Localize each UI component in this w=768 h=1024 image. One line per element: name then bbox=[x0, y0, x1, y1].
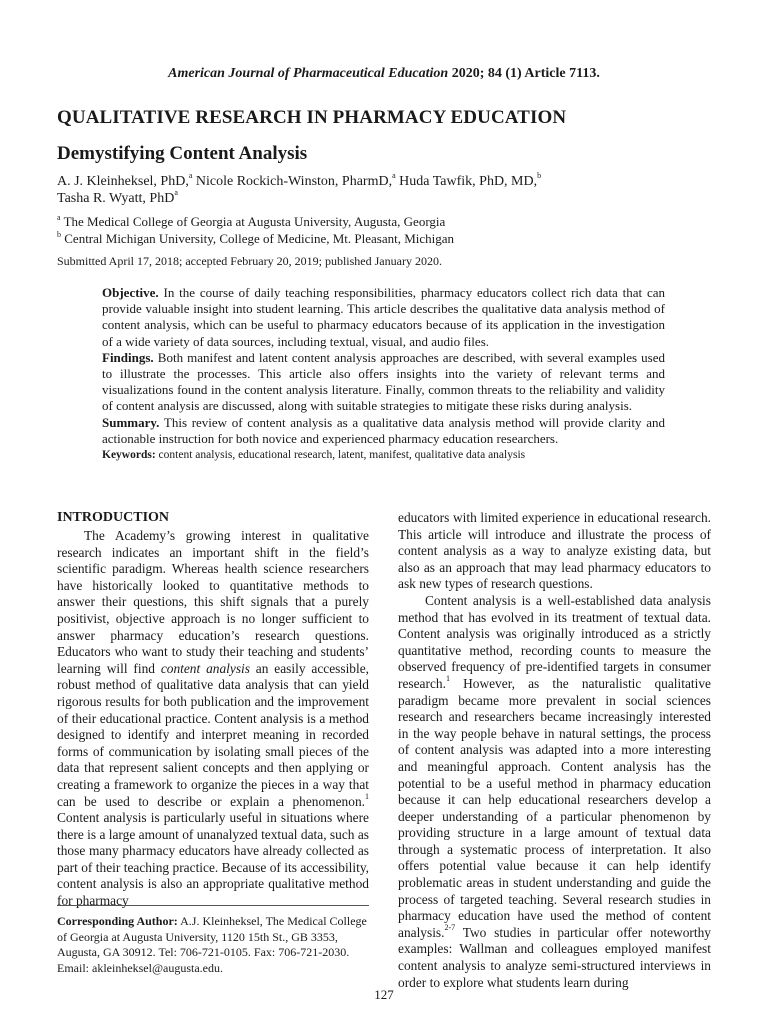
author-name: Tasha R. Wyatt, PhD bbox=[57, 191, 175, 206]
submission-dates: Submitted April 17, 2018; accepted February 20, 2019; published January 2020. bbox=[57, 254, 442, 268]
journal-citation: 2020; 84 (1) Article 7113. bbox=[448, 66, 600, 81]
summary-text: This review of content analysis as a qualitative data analysis method will provide clarity and actionable instruction for both novice and experienced pharmacy education researchers. bbox=[102, 414, 665, 446]
left-column bbox=[57, 528, 369, 910]
text-run: The Academy’s growing interest in qualitative research indicates an important shift in the field’s scientific paradigm. Whereas health science researchers have historically looked to quantitative methods to answer their questions, this shift signals that a purely positivist, objective approach is no longer sufficient to answer pharmacy education’s research questions. Educators who want to study their teaching and students’ learning will find bbox=[57, 528, 369, 676]
findings-text: Both manifest and latent content analysis approaches are described, with several examples used to illustrate the processes. This article also offers insights into the variety of relevant terms and visualizations found in the content analysis literature. Finally, common threats to the reliability and validity of content analysis are discussed, along with suitable strategies to mitigate these risks during analysis. bbox=[102, 349, 665, 414]
journal-name: American Journal of Pharmaceutical Education bbox=[168, 66, 449, 81]
affiliation bbox=[57, 230, 717, 247]
citation-ref: 1 bbox=[445, 674, 450, 684]
author-list bbox=[57, 173, 717, 207]
text-run: an easily accessible, robust method of qualitative data analysis that can yield rigorous results for both publication and the improvement of their educational practice. Content analysis is a method designed to identify and interpret meaning in recorded forms of communication by isolating small pieces of the data that represent salient concepts and then applying or creating a framework to organize the pieces in a way that can be used to describe or explain a phenomenon. bbox=[57, 660, 369, 809]
text-run: Content analysis is particularly useful in situations where there is a large amount of unanalyzed textual data, such as those many pharmacy educators have already collected as part of their teaching practice. Because of its accessibility, content analysis is also an appropriate qualitative method for pharmacy bbox=[57, 810, 369, 909]
corresponding-author bbox=[57, 914, 369, 976]
affiliation-text: The Medical College of Georgia at Augusta University, Augusta, Georgia bbox=[63, 214, 446, 229]
introduction-heading: INTRODUCTION bbox=[57, 510, 170, 525]
journal-header bbox=[0, 66, 768, 82]
author-name: A. J. Kleinheksel, PhD, bbox=[57, 174, 189, 189]
keywords bbox=[102, 447, 665, 463]
affiliations bbox=[57, 213, 717, 247]
abstract-findings bbox=[102, 350, 665, 415]
affiliation-mark: a bbox=[188, 171, 193, 181]
affiliation-mark: a bbox=[57, 212, 61, 222]
text-run: Two studies in particular offer noteworthy examples: Wallman and colleagues employed manifest content analysis to analyze semi-structured interviews in order to explore what students learn during bbox=[398, 924, 711, 990]
summary-label: Summary. bbox=[102, 414, 160, 430]
affiliation-mark: b bbox=[537, 171, 542, 181]
affiliation-mark: a bbox=[392, 171, 396, 181]
intro-paragraph bbox=[398, 593, 711, 991]
citation-ref: 2-7 bbox=[444, 923, 456, 933]
findings-label: Findings. bbox=[102, 349, 154, 365]
author-name: Huda Tawfik, PhD, MD, bbox=[399, 174, 538, 189]
keywords-text: content analysis, educational research, latent, manifest, qualitative data analysis bbox=[158, 449, 526, 462]
affiliation-text: Central Michigan University, College of Medicine, Mt. Pleasant, Michigan bbox=[64, 231, 455, 246]
corresponding-label: Corresponding Author: bbox=[57, 914, 178, 928]
section-title: QUALITATIVE RESEARCH IN PHARMACY EDUCATION bbox=[57, 107, 567, 128]
abstract-objective bbox=[102, 285, 665, 350]
affiliation-mark: a bbox=[174, 188, 178, 198]
footnote-divider bbox=[57, 905, 369, 906]
objective-text: In the course of daily teaching responsibilities, pharmacy educators collect rich data that can provide valuable insight into student learning. This article describes the qualitative data analysis method of content analysis, which can be useful to pharmacy educators because of its application in the investigation of a wide variety of data sources, including textual, visual, and audio files. bbox=[102, 285, 665, 349]
text-run: However, as the naturalistic qualitative paradigm became more prevalent in social sciences research and researchers became increasingly interested in the way people behave in natural settings, the process of content analysis was adapted into a more interesting and meaningful approach. Content analysis has the potential to be a useful method in pharmacy education because it can help educational researchers develop a deeper understanding of a particular phenomenon by providing structure in a large amount of textual data through a systematic process of interpretation. It also offers potential value because it can help identify problematic areas in student understanding and guide the process of targeted teaching. Several research studies in pharmacy education have used the method of content analysis. bbox=[398, 675, 711, 940]
corresponding-text: A.J. Kleinheksel, The Medical College of Georgia at Augusta University, 1120 15th St., GB 3353, Augusta, GA 30912. Tel: 706-721-0105. Fax: 706-721-2030. Email: akleinheksel@augusta.edu. bbox=[57, 914, 367, 975]
right-column bbox=[398, 510, 711, 991]
abstract bbox=[102, 285, 665, 463]
keywords-label: Keywords: bbox=[102, 449, 156, 462]
author-name: Nicole Rockich-Winston, PharmD, bbox=[195, 174, 393, 189]
text-run: Content analysis is a well-established data analysis method that has evolved in its treatment of textual data. Content analysis was originally introduced as a strictly quantitative method, recording counts to measure the observed frequency of pre-identified targets in consumer research. bbox=[398, 592, 711, 691]
abstract-summary bbox=[102, 415, 665, 447]
affiliation bbox=[57, 213, 717, 230]
emphasis: content analysis bbox=[160, 660, 250, 676]
page-number: 127 bbox=[374, 987, 394, 1002]
affiliation-mark: b bbox=[57, 229, 61, 239]
intro-paragraph: educators with limited experience in educational research. This article will introduce and illustrate the process of content analysis as a way to analyze existing data, but also as an approach that may lead pharmacy educators to ask new types of research questions. bbox=[398, 510, 711, 592]
intro-paragraph bbox=[57, 528, 369, 910]
citation-ref: 1 bbox=[365, 792, 369, 802]
objective-label: Objective. bbox=[102, 285, 159, 300]
article-title: Demystifying Content Analysis bbox=[57, 143, 308, 164]
